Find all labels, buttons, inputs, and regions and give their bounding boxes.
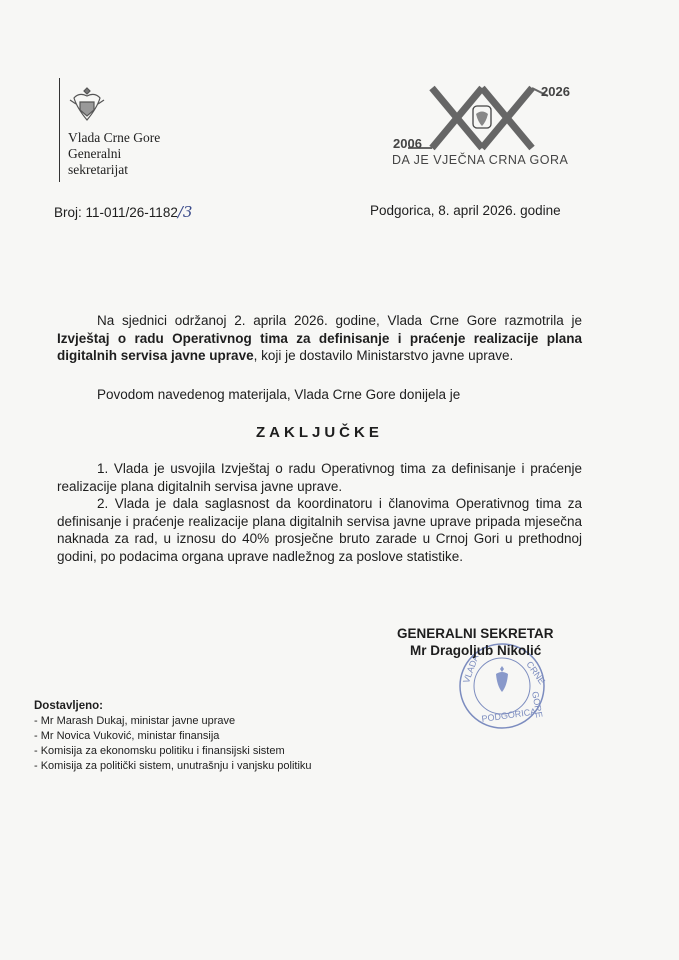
intro-text-b: , koji je dostavilo Ministarstvo javne uprave. xyxy=(253,348,514,363)
conclusion-item: 1. Vlada je usvojila Izvještaj o radu Operativnog tima za definisanje i praćenje realizacije plana digitalnih servisa javne uprave. xyxy=(57,461,582,494)
intro-report-title: Izvještaj o radu Operativnog tima za definisanje i praćenje realizacije plana digitalnih servisa javne uprave xyxy=(57,330,582,363)
svg-text:VLADA: VLADA xyxy=(461,653,481,685)
svg-text:GORE: GORE xyxy=(530,690,545,719)
org-line-1: Vlada Crne Gore xyxy=(68,130,161,145)
svg-text:CRNE: CRNE xyxy=(524,659,548,687)
intro-text-a: Na sjednici održanoj 2. aprila 2026. godine, Vlada Crne Gore razmotrila je xyxy=(97,313,582,328)
conclusion-item: 2. Vlada je dala saglasnost da koordinatoru i članovima Operativnog tima za definisanje i praćenje realizacije plana digitalnih servisa javne uprave pripada mjesečna naknada za rad, u iznosu do 40% prosječne bruto zarade u Crnoj Gori u prethodnoj godini, po podacima organa uprave nadležnog za poslove statistike. xyxy=(57,496,582,564)
decision-intro xyxy=(57,386,582,404)
reference-number xyxy=(54,203,192,221)
logo-tagline: DA JE VJEČNA CRNA GORA xyxy=(392,153,569,167)
distribution-label: Dostavljeno: xyxy=(34,700,104,712)
org-line-3: sekretarijat xyxy=(68,162,128,177)
place-date: Podgorica, 8. april 2026. godine xyxy=(370,203,561,218)
signatory-title: GENERALNI SEKRETAR xyxy=(397,626,554,641)
logo-year-start: 2006 xyxy=(393,136,422,151)
logo-crest-icon xyxy=(473,106,491,128)
distribution-item: - Komisija za ekonomsku politiku i finansijski sistem xyxy=(34,745,285,757)
distribution-item: - Komisija za politički sistem, unutrašnju i vanjsku politiku xyxy=(34,760,312,772)
distribution-item: - Mr Marash Dukaj, ministar javne uprave xyxy=(34,715,236,727)
header-divider xyxy=(59,78,60,182)
svg-text:PODGORICA: PODGORICA xyxy=(480,706,537,724)
coat-of-arms-icon xyxy=(66,84,108,126)
reference-handwritten: /3 xyxy=(177,203,193,221)
conclusions-heading: ZAKLJUČKE xyxy=(256,424,383,441)
conclusions-list xyxy=(57,460,582,565)
org-line-2: Generalni xyxy=(68,146,122,161)
logo-year-end: 2026 xyxy=(541,84,570,99)
intro-paragraph xyxy=(57,312,582,365)
distribution-item: - Mr Novica Vuković, ministar finansija xyxy=(34,730,220,742)
distribution-list xyxy=(34,714,312,774)
reference-number-text: Broj: 11-011/26-1182 xyxy=(54,205,178,220)
organization-name xyxy=(68,130,160,178)
decision-intro-text: Povodom navedenog materijala, Vlada Crne Gore donijela je xyxy=(97,387,461,402)
signatory-name: Mr Dragoljub Nikolić xyxy=(410,643,542,658)
